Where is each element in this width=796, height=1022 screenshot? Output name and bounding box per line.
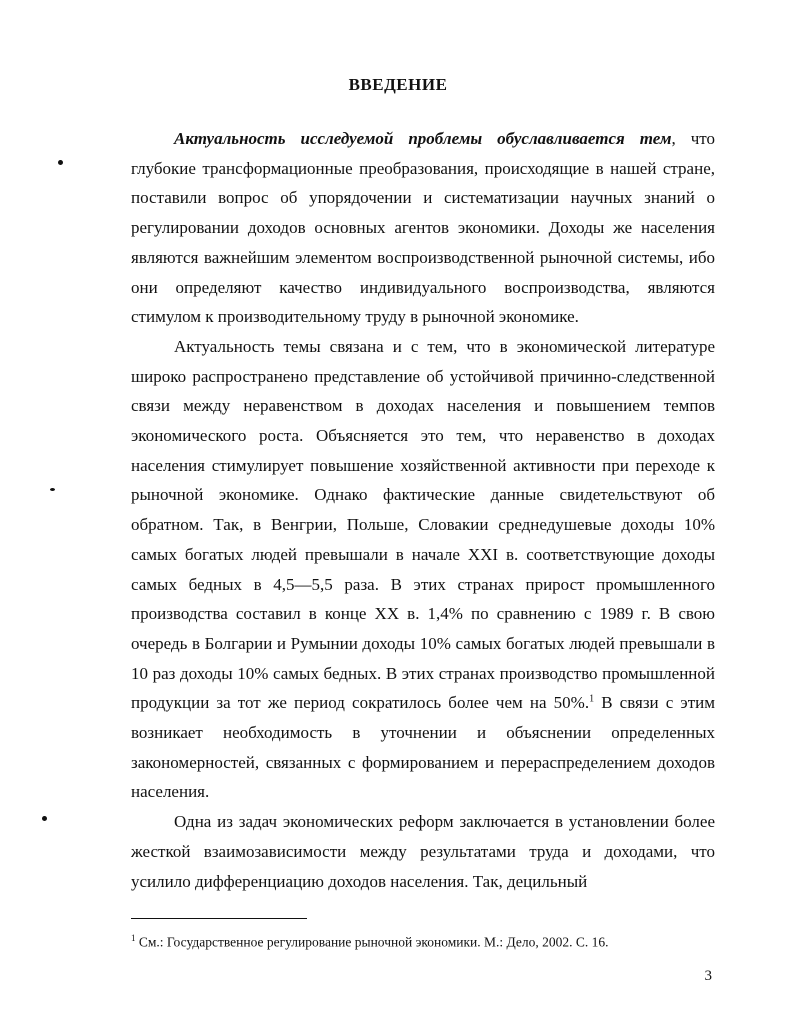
page-title: ВВЕДЕНИЕ <box>348 75 448 94</box>
footnote <box>131 930 609 951</box>
scan-speck <box>42 816 47 821</box>
body-text <box>131 124 715 896</box>
paragraph-2-text-before: Актуальность темы связана и с тем, что в экономической литературе широко распространено представление об устойчивой причинно-следственной связи между неравенством в доходах населения и повышением темпов экономического роста. Объясняется это тем, что неравенство в доходах населения стимулирует повышение хозяйственной активности при переходе к рыночной экономике. Однако фактические данные свидетельствуют об обратном. Так, в Венгрии, Польше, Словакии среднедушевые доходы 10% самых богатых людей превышали в начале XXI в. соответствующие доходы самых бедных в 4,5—5,5 раза. В этих странах прирост промышленного производства составил в конце XX в. 1,4% по сравнению с 1989 г. В свою очередь в Болгарии и Румынии доходы 10% самых богатых людей превышали в 10 раз доходы 10% самых бедных. В этих странах производство промышленной продукции за тот же период сократилось более чем на 50%. <box>131 336 715 713</box>
paragraph-1-text: , что глубокие трансформационные преобразования, происходящие в нашей стране, поставили вопрос об упорядочении и систематизации научных знаний о регулировании доходов основных агентов экономики. Доходы же населения являются важнейшим элементом воспроизводственной рыночной системы, ибо они определяют качество индивидуального воспроизводства, являются стимулом к производительному труду в рыночной экономике. <box>131 129 715 327</box>
scan-speck <box>50 488 55 491</box>
footnote-mark: 1 <box>131 933 136 943</box>
footnote-text: См.: Государственное регулирование рыночной экономики. М.: Дело, 2002. С. 16. <box>135 934 609 950</box>
paragraph-2 <box>131 332 715 807</box>
paragraph-2-text-after: В связи с этим возникает необходимость в уточнении и объяснении определенных закономерностей, связанных с формированием и перераспределением доходов населения. <box>131 693 715 802</box>
footnote-reference: 1 <box>589 693 595 705</box>
paragraph-1-italic-lead: Актуальность исследуемой проблемы обуславливается тем <box>174 129 672 148</box>
paragraph-3 <box>131 807 715 896</box>
footnote-separator <box>131 918 307 919</box>
paragraph-1 <box>131 124 715 332</box>
scan-speck <box>58 160 63 165</box>
paragraph-3-text: Одна из задач экономических реформ заключается в установлении более жесткой взаимозависимости между результатами труда и доходами, что усилило дифференциацию доходов населения. Так, децильный <box>131 812 715 891</box>
page-number: 3 <box>704 968 712 984</box>
